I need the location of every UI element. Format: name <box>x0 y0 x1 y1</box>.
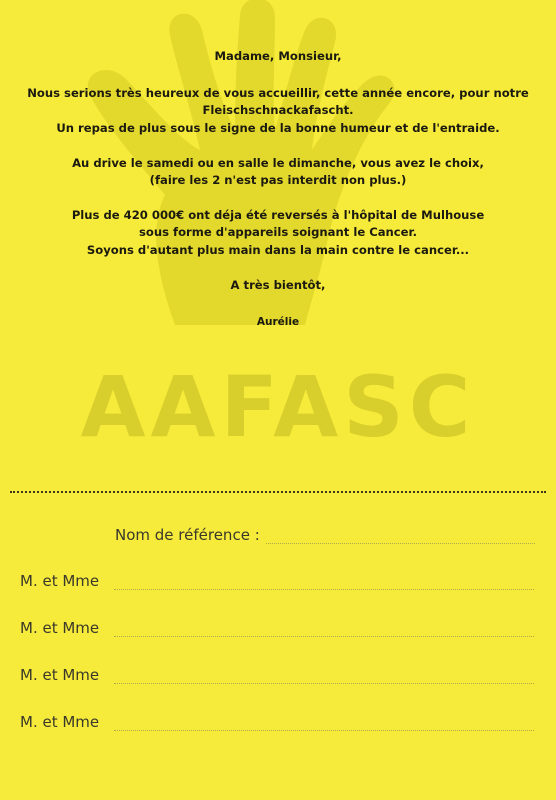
guest-name-fill-line[interactable] <box>114 573 534 590</box>
letter-line: (faire les 2 n'est pas interdit non plus.) <box>149 173 407 188</box>
letter-line: Soyons d'autant plus main dans la main contre le cancer... <box>86 242 470 257</box>
reference-name-row <box>115 526 535 544</box>
letter-paragraph-choice <box>0 155 556 189</box>
reference-name-fill-line[interactable] <box>266 527 535 544</box>
guest-name-row <box>20 572 534 590</box>
letter-line: Plus de 420 000€ ont déja été reversés à l'hôpital de Mulhouse <box>71 208 485 223</box>
aafasc-watermark-logo: AAFASC <box>80 358 476 456</box>
letter-line: Un repas de plus sous le signe de la bonne humeur et de l'entraide. <box>56 120 500 135</box>
guest-name-row <box>20 666 534 684</box>
guest-name-fill-line[interactable] <box>114 714 534 731</box>
letter-body <box>0 48 556 331</box>
letter-line: sous forme d'appareils soignant le Cancer. <box>138 225 418 240</box>
guest-name-label: M. et Mme <box>20 619 100 637</box>
guest-name-row <box>20 619 534 637</box>
letter-greeting: Madame, Monsieur, <box>214 49 342 63</box>
letter-signature: Aurélie <box>256 316 300 329</box>
cut-line-separator <box>10 491 546 493</box>
reference-name-label: Nom de référence : <box>115 526 260 544</box>
guest-name-fill-line[interactable] <box>114 620 534 637</box>
guest-name-fill-line[interactable] <box>114 667 534 684</box>
letter-paragraph-donation <box>0 207 556 259</box>
guest-name-label: M. et Mme <box>20 713 100 731</box>
letter-line: Nous serions très heureux de vous accueillir, cette année encore, pour notre <box>27 86 529 101</box>
guest-name-label: M. et Mme <box>20 666 100 684</box>
letter-line: Au drive le samedi ou en salle le dimanche, vous avez le choix, <box>72 155 484 170</box>
guest-name-row <box>20 713 534 731</box>
letter-paragraph-invitation <box>0 85 556 137</box>
guest-name-label: M. et Mme <box>20 572 100 590</box>
letter-closing: A très bientôt, <box>230 277 326 292</box>
letter-line: Fleischschnackafascht. <box>202 103 354 118</box>
